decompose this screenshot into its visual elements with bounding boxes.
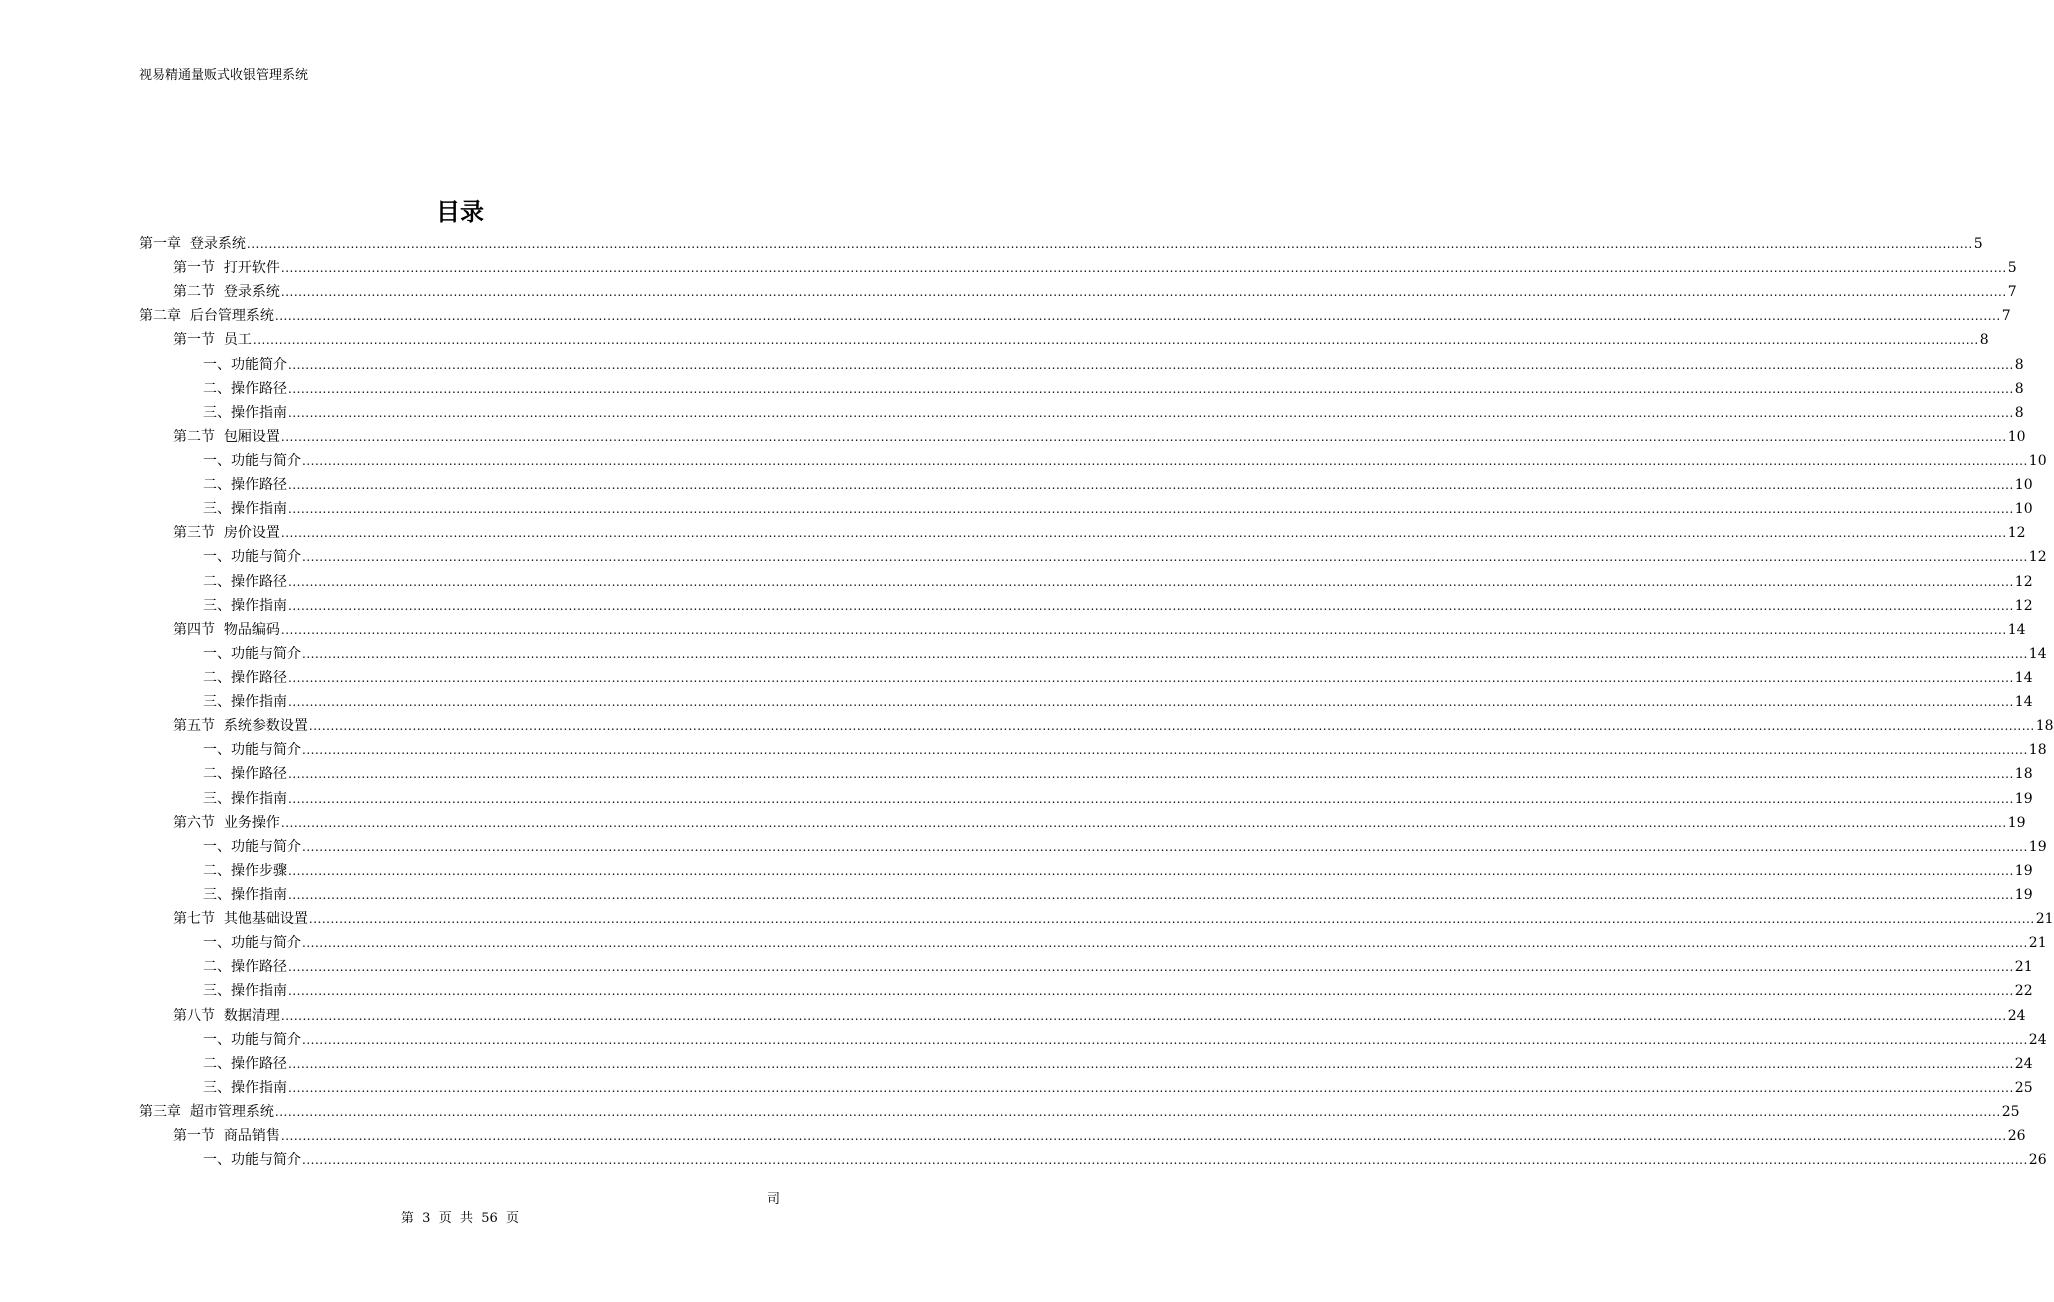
toc-dot-leader: ................................................................................................................................................................................................................................................................................................................................................................................................................ [288,863,2014,878]
toc-entry-label: 一、功能与简介 [203,935,301,952]
toc-entry[interactable] [139,521,2026,545]
toc-dot-leader: ................................................................................................................................................................................................................................................................................................................................................................................................................ [246,237,1973,251]
toc-entry-label: 第五节 系统参数设置 [173,718,308,735]
toc-dot-leader: ................................................................................................................................................................................................................................................................................................................................................................................................................ [302,1032,2028,1047]
toc-entry[interactable] [139,1076,2033,1100]
toc-page-number: 24 [2014,1055,2033,1072]
toc-entry[interactable] [139,811,2026,835]
toc-page-number: 24 [2007,1007,2026,1024]
toc-entry[interactable] [139,280,2017,304]
toc-entry[interactable] [139,690,2033,714]
toc-entry-label: 第一节 打开软件 [173,260,280,277]
toc-page-number: 14 [2014,694,2033,711]
toc-dot-leader: ................................................................................................................................................................................................................................................................................................................................................................................................................ [288,502,2014,517]
toc-entry[interactable] [139,618,2026,642]
corner-mark: 司 [767,1192,781,1207]
toc-page-number: 18 [2035,718,2054,735]
toc-page-number: 21 [2028,935,2047,952]
toc-entry-label: 第六节 业务操作 [173,814,280,831]
toc-page-number: 10 [2014,501,2033,518]
toc-page-number: 10 [2014,477,2033,494]
toc-entry[interactable] [139,594,2033,618]
toc-page-number: 19 [2014,790,2033,807]
toc-dot-leader: ................................................................................................................................................................................................................................................................................................................................................................................................................ [288,357,2014,372]
toc-entry-label: 三、操作指南 [203,597,287,614]
toc-entry-label: 第一章 登录系统 [139,236,246,252]
toc-dot-leader: ................................................................................................................................................................................................................................................................................................................................................................................................................ [274,1104,2001,1119]
toc-entry-label: 一、功能与简介 [203,645,301,662]
toc-page-number: 22 [2014,983,2033,1000]
toc-page-number: 12 [2014,597,2033,614]
toc-entry[interactable] [139,545,2047,569]
toc-dot-leader: ................................................................................................................................................................................................................................................................................................................................................................................................................ [288,1056,2014,1071]
toc-page-number: 12 [2014,573,2033,590]
page-footer: 第 3 页 共 56 页 [400,1211,520,1226]
toc-entry[interactable] [139,738,2047,762]
toc-dot-leader: ................................................................................................................................................................................................................................................................................................................................................................................................................ [288,887,2014,902]
toc-entry-label: 三、操作指南 [203,404,287,421]
toc-entry[interactable] [139,328,1989,352]
toc-entry-label: 三、操作指南 [203,886,287,903]
toc-page-number: 8 [2014,356,2024,373]
toc-entry-label: 三、操作指南 [203,1079,287,1096]
toc-entry[interactable] [139,304,2011,328]
toc-dot-leader: ................................................................................................................................................................................................................................................................................................................................................................................................................ [288,670,2014,685]
toc-page-number: 7 [2007,284,2017,301]
toc-dot-leader: ................................................................................................................................................................................................................................................................................................................................................................................................................ [280,815,2007,830]
toc-page-number: 12 [2007,525,2026,542]
toc-page-number: 19 [2007,814,2026,831]
toc-dot-leader: ................................................................................................................................................................................................................................................................................................................................................................................................................ [302,936,2028,951]
toc-dot-leader: ................................................................................................................................................................................................................................................................................................................................................................................................................ [280,1008,2007,1023]
toc-page-number: 21 [2014,959,2033,976]
toc-dot-leader: ................................................................................................................................................................................................................................................................................................................................................................................................................ [280,526,2007,541]
toc-dot-leader: ................................................................................................................................................................................................................................................................................................................................................................................................................ [288,960,2014,975]
toc-entry-label: 三、操作指南 [203,501,287,518]
toc-entry-label: 一、功能与简介 [203,742,301,759]
toc-entry[interactable] [139,1028,2047,1052]
toc-entry[interactable] [139,1052,2033,1076]
toc-entry-label: 第一节 商品销售 [173,1128,280,1145]
toc-entry-label: 三、操作指南 [203,983,287,1000]
toc-page-number: 8 [2014,404,2024,421]
toc-dot-leader: ................................................................................................................................................................................................................................................................................................................................................................................................................ [280,1129,2007,1144]
toc-entry-label: 一、功能与简介 [203,838,301,855]
toc-entry[interactable] [139,256,2017,280]
toc-entry-label: 第二节 登录系统 [173,284,280,301]
toc-entry-label: 第三章 超市管理系统 [139,1103,274,1120]
toc-entry[interactable] [139,232,1983,256]
toc-page-number: 5 [2007,260,2017,277]
toc-entry-label: 三、操作指南 [203,790,287,807]
toc-entry[interactable] [139,955,2033,979]
toc-dot-leader: ................................................................................................................................................................................................................................................................................................................................................................................................................ [280,261,2007,276]
toc-entry[interactable] [139,473,2033,497]
toc-dot-leader: ................................................................................................................................................................................................................................................................................................................................................................................................................ [280,285,2007,300]
toc-entry-label: 第一节 员工 [173,332,252,349]
toc-entry[interactable] [139,449,2047,473]
toc-entry[interactable] [139,1100,2020,1124]
toc-entry-label: 一、功能与简介 [203,1152,301,1169]
toc-entry-label: 第二章 后台管理系统 [139,308,274,325]
toc-page-number: 14 [2014,669,2033,686]
toc-dot-leader: ................................................................................................................................................................................................................................................................................................................................................................................................................ [288,984,2014,999]
toc-dot-leader: ................................................................................................................................................................................................................................................................................................................................................................................................................ [308,719,2035,734]
toc-dot-leader: ................................................................................................................................................................................................................................................................................................................................................................................................................ [288,598,2014,613]
toc-entry-label: 二、操作路径 [203,573,287,590]
toc-entry[interactable] [139,787,2033,811]
toc-page-number: 25 [2001,1103,2020,1120]
toc-entry-label: 二、操作路径 [203,766,287,783]
toc-page-number: 19 [2028,838,2047,855]
running-header: 视易精通量贩式收银管理系统 [139,68,309,83]
toc-entry[interactable] [139,425,2026,449]
toc-entry-label: 第七节 其他基础设置 [173,911,308,928]
toc-page-number: 10 [2028,452,2047,469]
toc-dot-leader: ................................................................................................................................................................................................................................................................................................................................................................................................................ [288,574,2014,589]
toc-page-number: 19 [2014,862,2033,879]
toc-entry[interactable] [139,883,2033,907]
toc-dot-leader: ................................................................................................................................................................................................................................................................................................................................................................................................................ [288,381,2014,396]
toc-entry-label: 二、操作步骤 [203,862,287,879]
toc-page-number: 19 [2014,886,2033,903]
toc-dot-leader: ................................................................................................................................................................................................................................................................................................................................................................................................................ [288,405,2014,420]
toc-page-number: 12 [2028,549,2047,566]
toc-entry-label: 二、操作路径 [203,477,287,494]
toc-entry-label: 二、操作路径 [203,380,287,397]
toc-dot-leader: ................................................................................................................................................................................................................................................................................................................................................................................................................ [288,695,2014,710]
toc-entry-label: 第八节 数据清理 [173,1007,280,1024]
toc-entry[interactable] [139,835,2047,859]
toc-entry[interactable] [139,859,2033,883]
toc-dot-leader: ................................................................................................................................................................................................................................................................................................................................................................................................................ [280,622,2007,637]
toc-entry-label: 一、功能与简介 [203,452,301,469]
toc-entry-label: 一、功能简介 [203,356,287,373]
toc-entry-label: 三、操作指南 [203,694,287,711]
toc-dot-leader: ................................................................................................................................................................................................................................................................................................................................................................................................................ [302,453,2028,468]
toc-page-number: 10 [2007,428,2026,445]
toc-entry[interactable] [139,401,2024,425]
toc-dot-leader: ................................................................................................................................................................................................................................................................................................................................................................................................................ [302,839,2028,854]
toc-page-number: 5 [1973,236,1983,252]
toc-entry-label: 二、操作路径 [203,669,287,686]
toc-page-number: 21 [2035,911,2054,928]
toc-dot-leader: ................................................................................................................................................................................................................................................................................................................................................................................................................ [274,309,2001,324]
toc-entry-label: 一、功能与简介 [203,549,301,566]
table-of-contents [139,232,2054,1172]
toc-entry-label: 一、功能与简介 [203,1031,301,1048]
toc-entry[interactable] [139,714,2054,738]
toc-dot-leader: ................................................................................................................................................................................................................................................................................................................................................................................................................ [288,767,2014,782]
toc-entry[interactable] [139,1004,2026,1028]
toc-entry[interactable] [139,762,2033,786]
toc-entry[interactable] [139,979,2033,1003]
toc-entry-label: 第二节 包厢设置 [173,428,280,445]
toc-page-number: 18 [2028,742,2047,759]
toc-entry[interactable] [139,377,2024,401]
toc-page-number: 18 [2014,766,2033,783]
toc-dot-leader: ................................................................................................................................................................................................................................................................................................................................................................................................................ [302,550,2028,565]
toc-entry[interactable] [139,1148,2047,1172]
toc-entry-label: 二、操作路径 [203,959,287,976]
toc-dot-leader: ................................................................................................................................................................................................................................................................................................................................................................................................................ [308,912,2035,927]
toc-dot-leader: ................................................................................................................................................................................................................................................................................................................................................................................................................ [280,429,2007,444]
toc-dot-leader: ................................................................................................................................................................................................................................................................................................................................................................................................................ [302,1153,2028,1168]
toc-dot-leader: ................................................................................................................................................................................................................................................................................................................................................................................................................ [288,791,2014,806]
toc-dot-leader: ................................................................................................................................................................................................................................................................................................................................................................................................................ [302,743,2028,758]
toc-page-number: 25 [2014,1079,2033,1096]
toc-entry[interactable] [139,497,2033,521]
toc-entry[interactable] [139,666,2033,690]
toc-entry[interactable] [139,353,2024,377]
toc-dot-leader: ................................................................................................................................................................................................................................................................................................................................................................................................................ [252,333,1979,348]
toc-page-number: 14 [2028,645,2047,662]
toc-entry[interactable] [139,907,2054,931]
toc-page-number: 24 [2028,1031,2047,1048]
toc-dot-leader: ................................................................................................................................................................................................................................................................................................................................................................................................................ [288,1080,2014,1095]
toc-page-number: 26 [2007,1128,2026,1145]
toc-entry[interactable] [139,570,2033,594]
toc-entry-label: 第三节 房价设置 [173,525,280,542]
toc-page-number: 14 [2007,621,2026,638]
toc-entry-label: 二、操作路径 [203,1055,287,1072]
toc-entry-label: 第四节 物品编码 [173,621,280,638]
page-title: 目录 [436,198,484,226]
toc-entry[interactable] [139,1124,2026,1148]
toc-dot-leader: ................................................................................................................................................................................................................................................................................................................................................................................................................ [302,646,2028,661]
toc-entry[interactable] [139,642,2047,666]
toc-page-number: 8 [1979,332,1989,349]
toc-page-number: 26 [2028,1152,2047,1169]
toc-entry[interactable] [139,931,2047,955]
toc-page-number: 8 [2014,380,2024,397]
toc-page-number: 7 [2001,308,2011,325]
toc-dot-leader: ................................................................................................................................................................................................................................................................................................................................................................................................................ [288,478,2014,493]
